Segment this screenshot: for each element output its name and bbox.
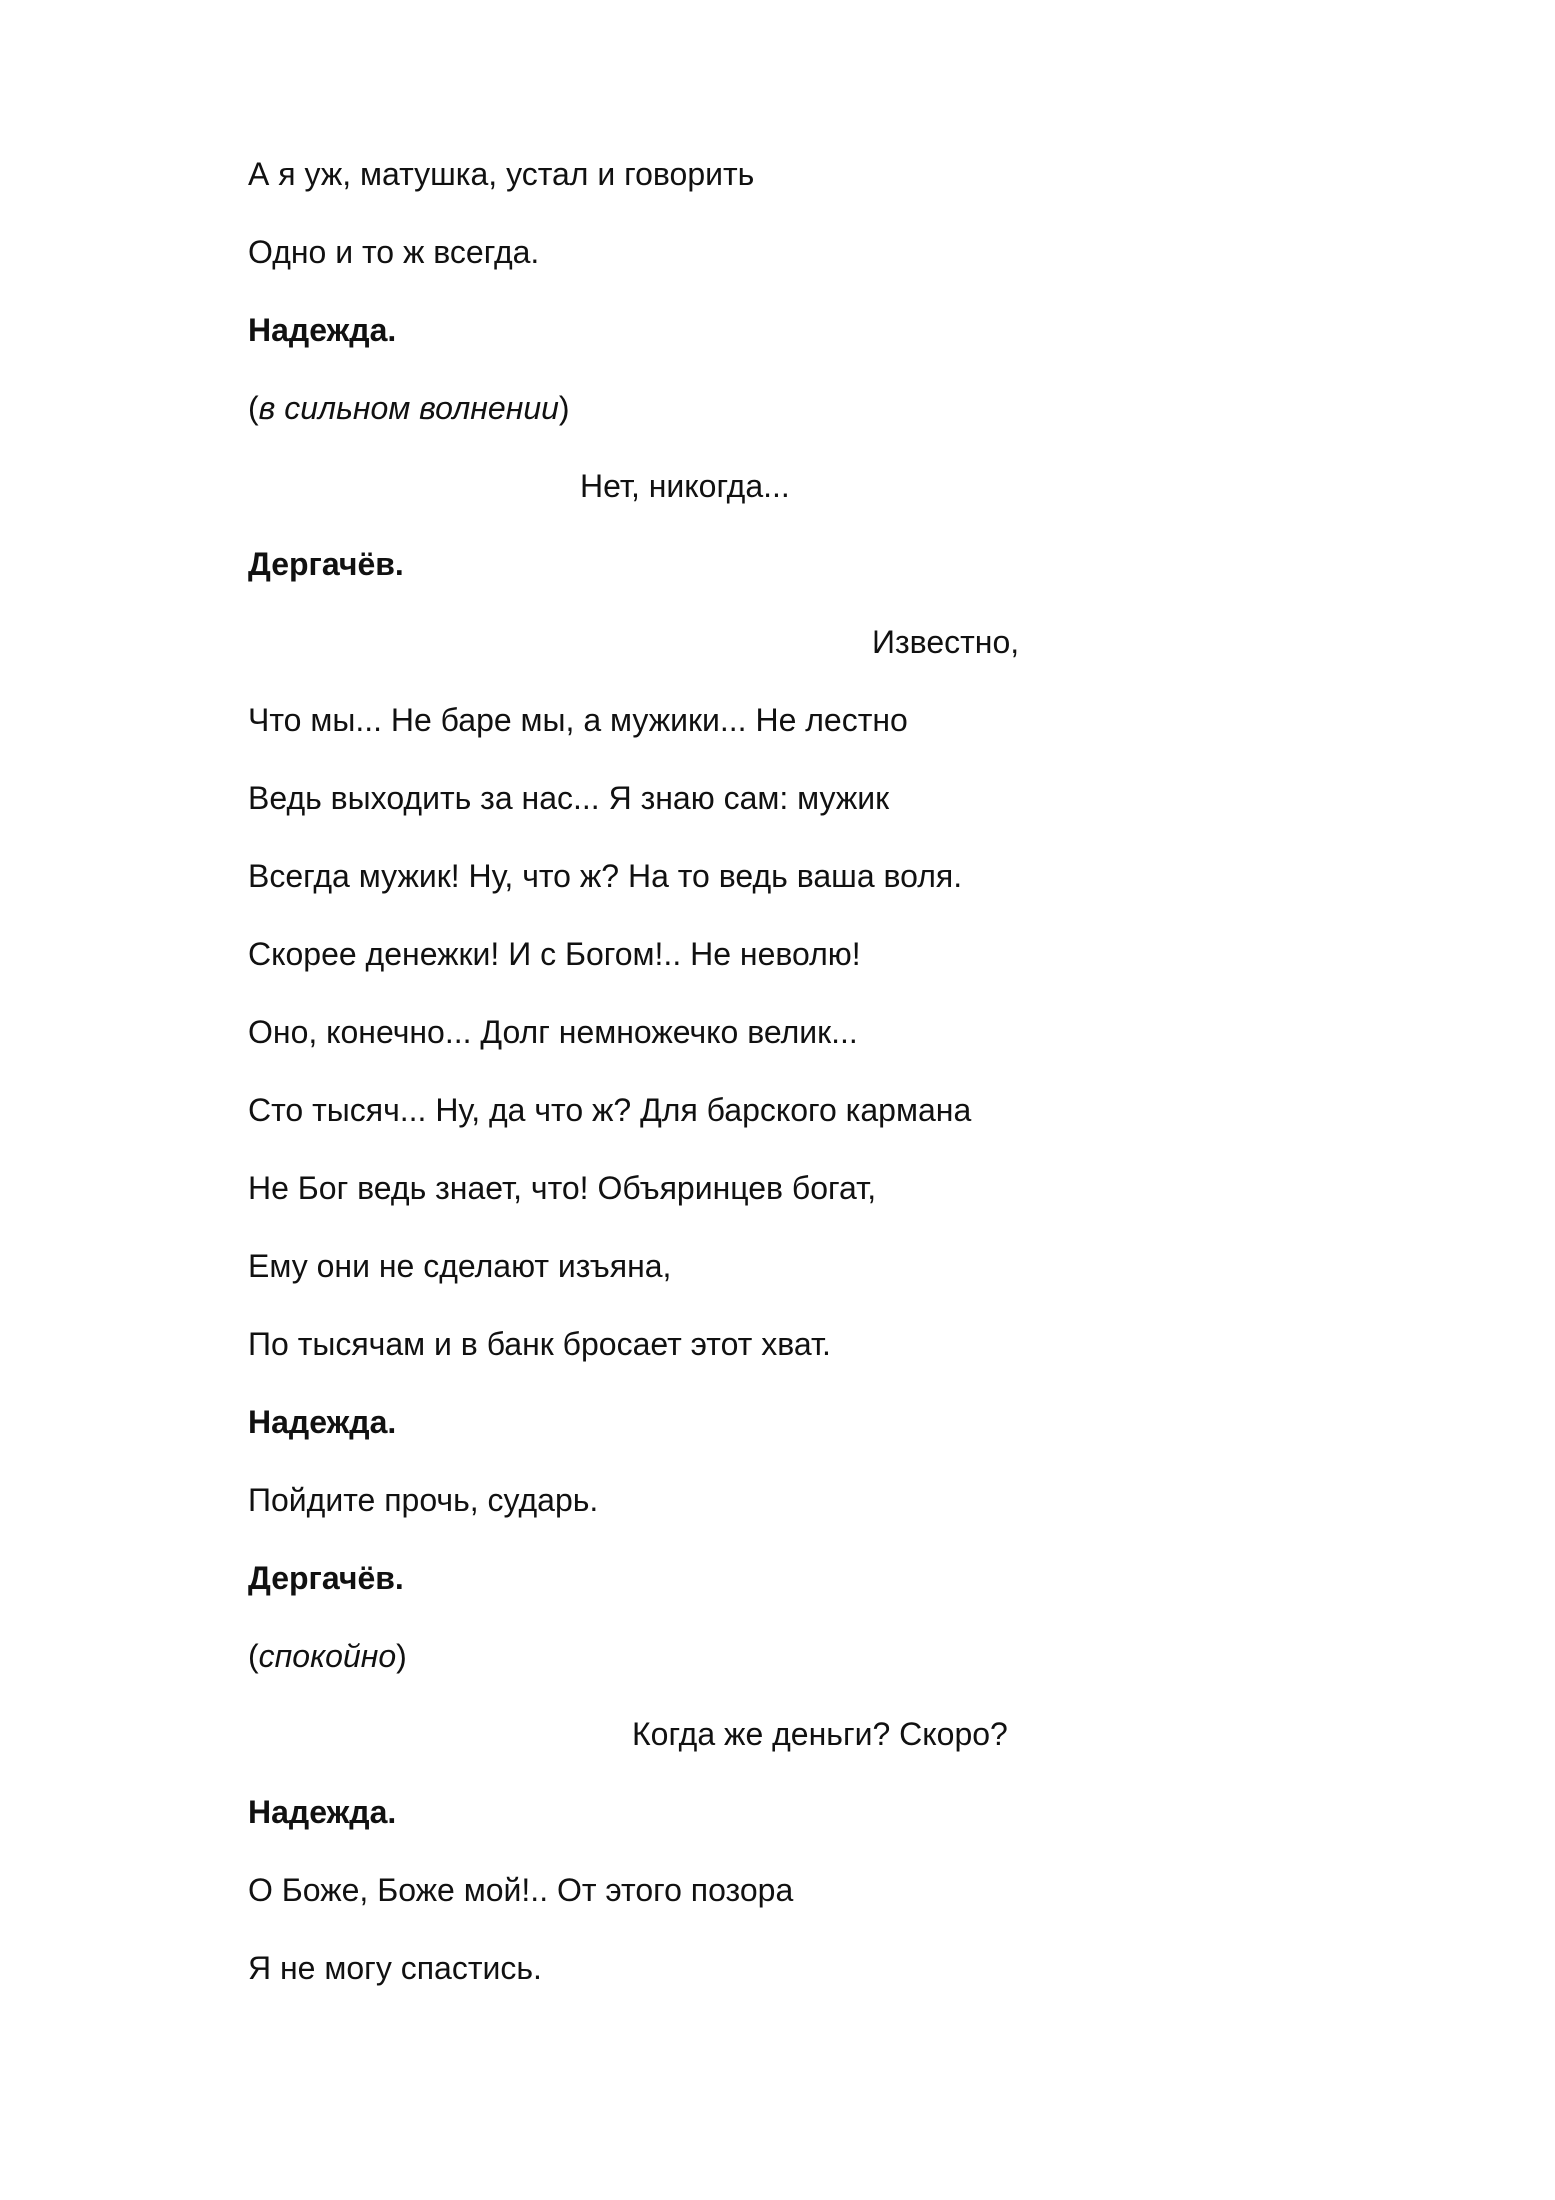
verse-line: Оно, конечно... Долг немножечко велик... xyxy=(248,1014,858,1050)
stage-direction xyxy=(248,1636,407,1676)
verse-line: Сто тысяч... Ну, да что ж? Для барского кармана xyxy=(248,1092,972,1128)
verse-line: Ему они не сделают изъяна, xyxy=(248,1248,672,1284)
verse-line: Известно, xyxy=(872,624,1020,660)
speaker-name: Дергачёв. xyxy=(248,546,404,582)
verse-line: Не Бог ведь знает, что! Объяринцев богат, xyxy=(248,1170,877,1206)
direction-open-paren: ( xyxy=(248,390,259,426)
verse-line: Что мы... Не баре мы, а мужики... Не лестно xyxy=(248,702,908,738)
verse-line: Я не могу спастись. xyxy=(248,1950,542,1986)
stage-direction xyxy=(248,388,570,428)
verse-line: Ведь выходить за нас... Я знаю сам: мужик xyxy=(248,780,890,816)
direction-text: в сильном волнении xyxy=(258,390,559,426)
verse-line: Скорее денежки! И с Богом!.. Не неволю! xyxy=(248,936,861,972)
direction-text: спокойно xyxy=(258,1638,397,1674)
speaker-name: Надежда. xyxy=(248,312,397,348)
direction-close-paren: ) xyxy=(396,1638,407,1674)
verse-line: Одно и то ж всегда. xyxy=(248,234,540,270)
verse-line: Всегда мужик! Ну, что ж? На то ведь ваша воля. xyxy=(248,858,963,894)
verse-line: Когда же деньги? Скоро? xyxy=(632,1716,1008,1752)
verse-line: По тысячам и в банк бросает этот хват. xyxy=(248,1326,831,1362)
verse-line: А я уж, матушка, устал и говорить xyxy=(248,156,755,192)
speaker-name: Надежда. xyxy=(248,1404,397,1440)
verse-line: Нет, никогда... xyxy=(580,468,790,504)
direction-open-paren: ( xyxy=(248,1638,259,1674)
speaker-name: Надежда. xyxy=(248,1794,397,1830)
speaker-name: Дергачёв. xyxy=(248,1560,404,1596)
verse-line: О Боже, Боже мой!.. От этого позора xyxy=(248,1872,794,1908)
direction-close-paren: ) xyxy=(558,390,570,426)
verse-line: Пойдите прочь, сударь. xyxy=(248,1482,599,1518)
